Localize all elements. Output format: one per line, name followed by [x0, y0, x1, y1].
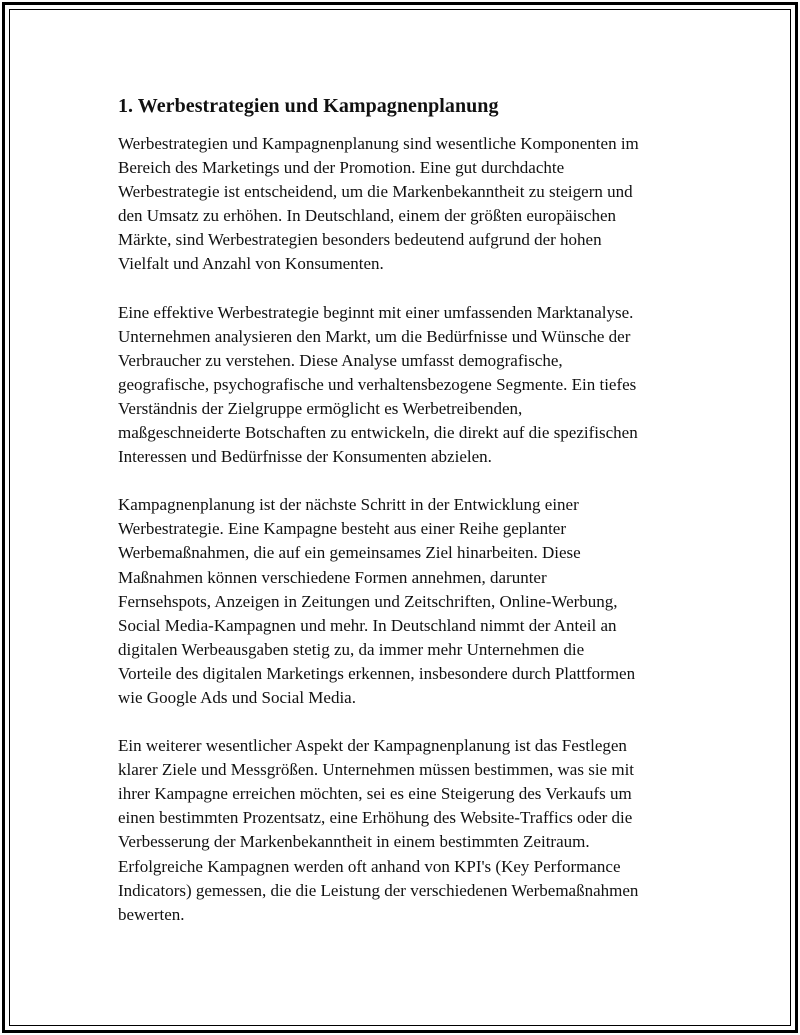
paragraph-campaign-planning: Kampagnenplanung ist der nächste Schritt in der Entwicklung einer Werbestrategie. Eine Kampagne besteht aus einer Reihe geplanter Werbemaßnahmen, die auf ein gemeinsames Ziel hinarbeiten. Diese Maßnahmen können verschiedene Formen annehmen, darunter Fernsehspots, Anzeigen in Zeitungen und Zeitschriften, Online-Werbung, Social Media-Kampagnen und mehr. In Deutschland nimmt der Anteil an digitalen Werbeausgaben stetig zu, da immer mehr Unternehmen die Vorteile des digitalen Marketings erkennen, insbesondere durch Plattformen wie Google Ads und Social Media. — [118, 495, 636, 707]
document-body — [118, 92, 688, 951]
paragraph-goals-metrics: Ein weiterer wesentlicher Aspekt der Kampagnenplanung ist das Festlegen klarer Ziele und Messgrößen. Unternehmen müssen bestimmen, was sie mit ihrer Kampagne erreichen möchten, sei es eine Steigerung des Verkaufs um einen bestimmten Prozentsatz, eine Erhöhung des Website-Traffics oder die Verbesserung der Markenbekanntheit in einem bestimmten Zeitraum. Erfolgreiche Kampagnen werden oft anhand von KPI's (Key Performance Indicators) gemessen, die die Leistung der verschiedenen Werbemaßnahmen bewerten. — [118, 736, 639, 924]
paragraph-intro: Werbestrategien und Kampagnenplanung sind wesentliche Komponenten im Bereich des Marketings und der Promotion. Eine gut durchdachte Werbestrategie ist entscheidend, um die Markenbekanntheit zu steigern und den Umsatz zu erhöhen. In Deutschland, einem der größten europäischen Märkte, sind Werbestrategien besonders bedeutend aufgrund der hohen Vielfalt und Anzahl von Konsumenten. — [118, 134, 639, 274]
section-heading: 1. Werbestrategien und Kampagnenplanung — [118, 95, 499, 117]
paragraph-market-analysis: Eine effektive Werbestrategie beginnt mit einer umfassenden Marktanalyse. Unternehmen analysieren den Markt, um die Bedürfnisse und Wünsche der Verbraucher zu verstehen. Diese Analyse umfasst demografische, geografische, psychografische und verhaltensbezogene Segmente. Ein tiefes Verständnis der Zielgruppe ermöglicht es Werbetreibenden, maßgeschneiderte Botschaften zu entwickeln, die direkt auf die spezifischen Interessen und Bedürfnisse der Konsumenten abzielen. — [118, 302, 638, 467]
